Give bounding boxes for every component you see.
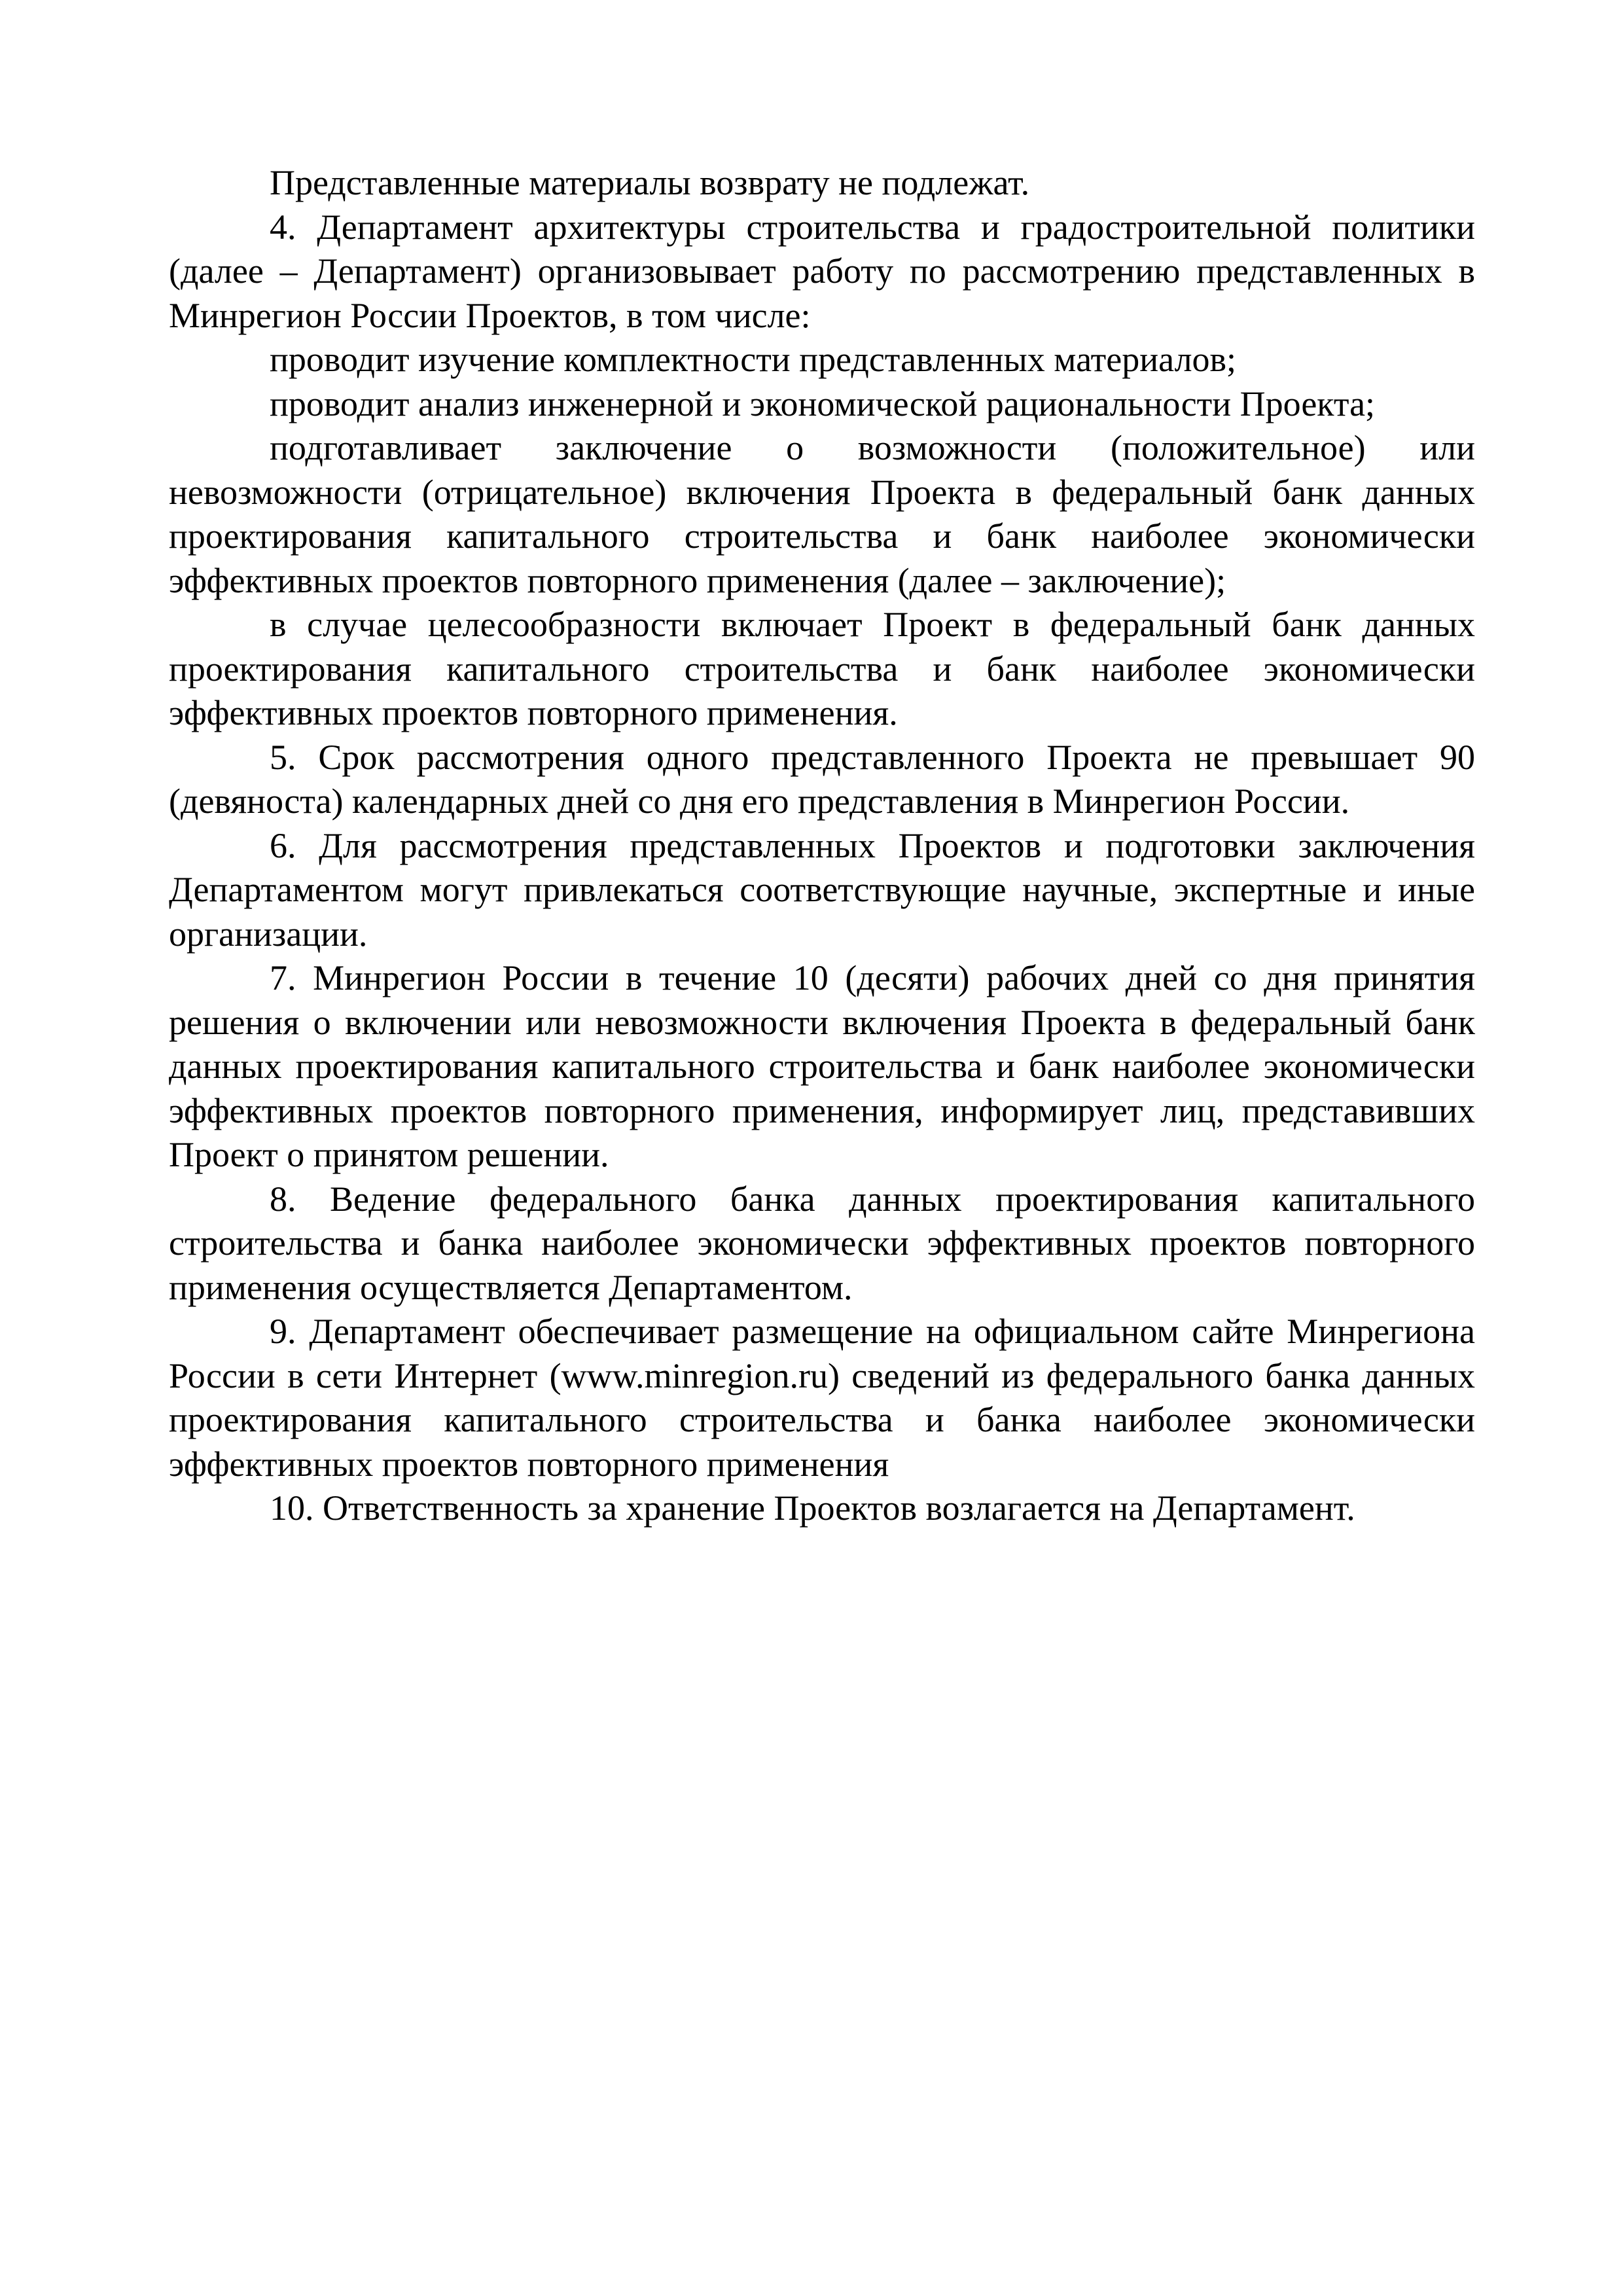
document-body xyxy=(169,161,1475,1531)
paragraph-item-4-completeness: проводит изучение комплектности представленных материалов; xyxy=(270,340,1237,379)
paragraph-item-7: 7. Минрегион России в течение 10 (десяти) рабочих дней со дня принятия решения о включении или невозможности включения Проекта в федеральный банк данных проектирования капитального строительства и банк наиболее экономически эффективных проектов повторного применения, информирует лиц, представивших Проект о принятом решении. xyxy=(169,958,1475,1174)
paragraph-materials-not-returned: Представленные материалы возврату не подлежат. xyxy=(270,163,1030,202)
paragraph-item-4-conclusion: подготавливает заключение о возможности (положительное) или невозможности (отрицательное) включения Проекта в федеральный банк данных проектирования капитального строительства и банк наиболее экономически эффективных проектов повторного применения (далее – заключение); xyxy=(169,428,1475,600)
paragraph-item-8: 8. Ведение федерального банка данных проектирования капитального строительства и банка наиболее экономически эффективных проектов повторного применения осуществляется Департаментом. xyxy=(169,1179,1475,1307)
paragraph-item-4-analysis: проводит анализ инженерной и экономической рациональности Проекта; xyxy=(270,384,1376,423)
paragraph-item-6: 6. Для рассмотрения представленных Проектов и подготовки заключения Департаментом могут привлекаться соответствующие научные, экспертные и иные организации. xyxy=(169,825,1475,954)
paragraph-item-10: 10. Ответственность за хранение Проектов возлагается на Департамент. xyxy=(270,1488,1355,1528)
paragraph-item-5: 5. Срок рассмотрения одного представленного Проекта не превышает 90 (девяноста) календарных дней со дня его представления в Минрегион России. xyxy=(169,737,1475,821)
paragraph-item-9: 9. Департамент обеспечивает размещение на официальном сайте Минрегиона России в сети Интернет (www.minregion.ru) сведений из федерального банка данных проектирования капитального строительства и банка наиболее экономически эффективных проектов повторного применения xyxy=(169,1312,1475,1484)
paragraph-item-4: 4. Департамент архитектуры строительства и градостроительной политики (далее – Департамент) организовывает работу по рассмотрению представленных в Минрегион России Проектов, в том числе: xyxy=(169,207,1475,335)
paragraph-item-4-inclusion: в случае целесообразности включает Проект в федеральный банк данных проектирования капитального строительства и банк наиболее экономически эффективных проектов повторного применения. xyxy=(169,605,1475,732)
